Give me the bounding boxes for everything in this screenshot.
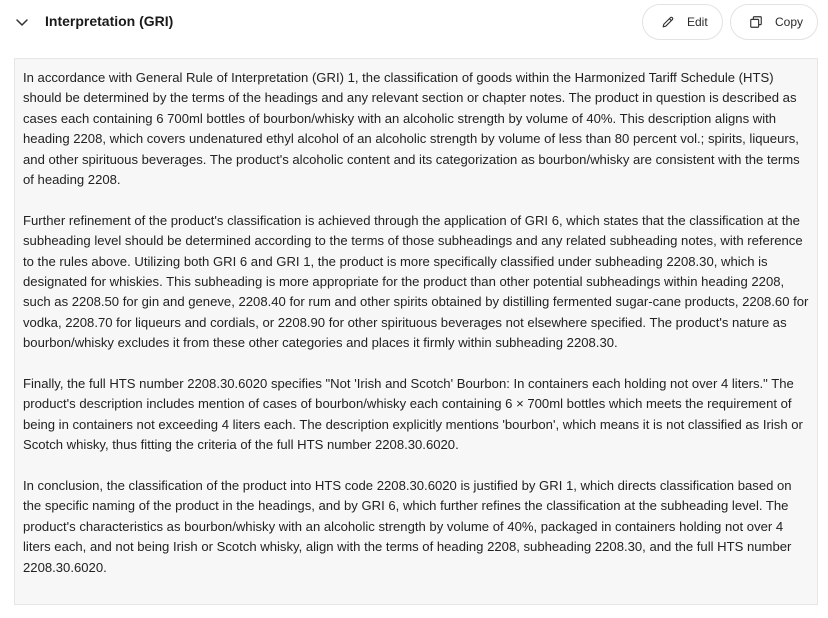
copy-button[interactable] (730, 4, 818, 40)
edit-button[interactable] (642, 4, 723, 40)
paragraph-gri-6: Further refinement of the product's classification is achieved through the application of GRI 6, which states that the classification at the subheading level should be determined according to the terms of those subheadings and any related subheading notes, with reference to the rules above. Utilizing both GRI 6 and GRI 1, the product is more specifically classified under subheading 2208.30, which is designated for whiskies. This subheading is more appropriate for the product than other potential subheadings within heading 2208, such as 2208.50 for gin and geneve, 2208.40 for rum and other spirits obtained by distilling fermented sugar-cane products, 2208.60 for vodka, 2208.70 for liqueurs and cordials, or 2208.90 for other spirituous beverages not elsewhere specified. The product's nature as bourbon/whisky excludes it from these other categories and places it firmly within subheading 2208.30. (23, 212, 809, 351)
paragraph-conclusion: In conclusion, the classification of the product into HTS code 2208.30.6020 is justified by GRI 1, which directs classification based on the specific naming of the product in the headings, and by GRI 6, which further refines the classification at the subheading level. The product's characteristics as bourbon/whisky with an alcoholic strength by volume of 40%, packaged in containers holding not over 4 liters each, and not being Irish or Scotch whisky, align with the terms of heading 2208, subheading 2208.30, and the full HTS number 2208.30.6020. (23, 478, 792, 575)
chevron-down-icon[interactable] (14, 14, 30, 30)
copy-icon (749, 15, 763, 29)
copy-button-label: Copy (775, 15, 804, 29)
edit-button-label: Edit (687, 15, 708, 29)
interpretation-text-panel (14, 58, 818, 605)
paragraph-gri-1: In accordance with General Rule of Interpretation (GRI) 1, the classification of goods within the Harmonized Tariff Schedule (HTS) should be determined by the terms of the headings and any relevant section or chapter notes. The product in question is described as cases each containing 6 700ml bottles of bourbon/whisky with an alcoholic strength by volume of 40%. This description aligns with heading 2208, which covers undenatured ethyl alcohol of an alcoholic strength by volume of less than 80 percent vol.; spirits, liqueurs, and other spirituous beverages. The product's alcoholic content and its categorization as bourbon/whisky are consistent with the terms of heading 2208. (23, 70, 800, 188)
paragraph-hts-number: Finally, the full HTS number 2208.30.6020 specifies "Not 'Irish and Scotch' Bourbon: In containers each holding not over 4 liters." The product's description includes mention of cases of bourbon/whisky each containing 6 × 700ml bottles which meets the requirement of being in containers not exceeding 4 liters each. The description explicitly mentions 'bourbon', which means it is not classified as Irish or Scotch whisky, thus fitting the criteria of the full HTS number 2208.30.6020. (23, 376, 803, 453)
section-header (0, 0, 828, 44)
section-title: Interpretation (GRI) (45, 13, 174, 29)
pencil-icon (661, 15, 675, 29)
